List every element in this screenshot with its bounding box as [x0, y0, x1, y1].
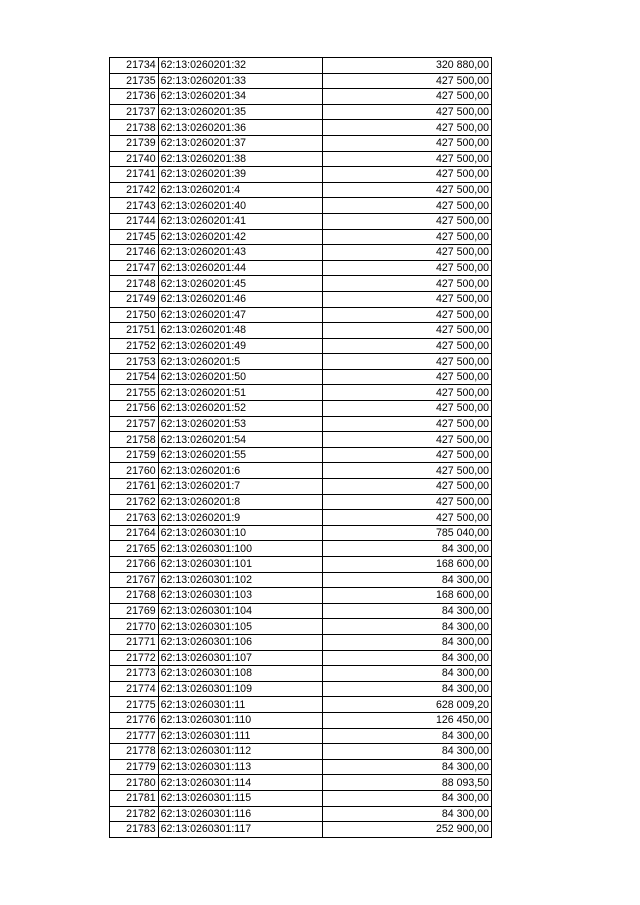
- row-number-cell: 21779: [110, 759, 159, 775]
- table-row: [110, 369, 492, 385]
- cadastral-number-cell: 62:13:0260301:114: [158, 775, 323, 791]
- value-cell: 427 500,00: [323, 213, 492, 229]
- cadastral-number-cell: 62:13:0260201:37: [158, 135, 323, 151]
- row-number-cell: 21735: [110, 73, 159, 89]
- table-row: [110, 697, 492, 713]
- value-cell: 628 009,20: [323, 697, 492, 713]
- row-number-cell: 21748: [110, 276, 159, 292]
- table-row: [110, 494, 492, 510]
- value-cell: 168 600,00: [323, 557, 492, 573]
- cadastral-number-cell: 62:13:0260301:103: [158, 588, 323, 604]
- value-cell: 427 500,00: [323, 245, 492, 261]
- table-row: [110, 712, 492, 728]
- row-number-cell: 21774: [110, 681, 159, 697]
- row-number-cell: 21769: [110, 603, 159, 619]
- value-cell: 84 300,00: [323, 650, 492, 666]
- table-row: [110, 104, 492, 120]
- value-cell: 427 500,00: [323, 494, 492, 510]
- row-number-cell: 21757: [110, 416, 159, 432]
- table-row: [110, 666, 492, 682]
- value-cell: 252 900,00: [323, 822, 492, 838]
- value-cell: 427 500,00: [323, 260, 492, 276]
- value-cell: 427 500,00: [323, 401, 492, 417]
- value-cell: 84 300,00: [323, 806, 492, 822]
- table-row: [110, 354, 492, 370]
- table-row: [110, 479, 492, 495]
- value-cell: 84 300,00: [323, 790, 492, 806]
- cadastral-number-cell: 62:13:0260201:39: [158, 167, 323, 183]
- table-row: [110, 432, 492, 448]
- cadastral-number-cell: 62:13:0260301:110: [158, 712, 323, 728]
- cadastral-number-cell: 62:13:0260201:34: [158, 89, 323, 105]
- row-number-cell: 21761: [110, 479, 159, 495]
- row-number-cell: 21781: [110, 790, 159, 806]
- cadastral-number-cell: 62:13:0260201:33: [158, 73, 323, 89]
- row-number-cell: 21770: [110, 619, 159, 635]
- value-cell: 84 300,00: [323, 728, 492, 744]
- value-cell: 427 500,00: [323, 167, 492, 183]
- row-number-cell: 21746: [110, 245, 159, 261]
- row-number-cell: 21777: [110, 728, 159, 744]
- table-row: [110, 447, 492, 463]
- table-row: [110, 510, 492, 526]
- value-cell: 84 300,00: [323, 541, 492, 557]
- value-cell: 785 040,00: [323, 525, 492, 541]
- table-row: [110, 463, 492, 479]
- row-number-cell: 21754: [110, 369, 159, 385]
- value-cell: 320 880,00: [323, 58, 492, 74]
- cadastral-number-cell: 62:13:0260301:107: [158, 650, 323, 666]
- table-row: [110, 260, 492, 276]
- table-row: [110, 650, 492, 666]
- cadastral-number-cell: 62:13:0260301:108: [158, 666, 323, 682]
- cadastral-number-cell: 62:13:0260201:8: [158, 494, 323, 510]
- value-cell: 427 500,00: [323, 338, 492, 354]
- row-number-cell: 21765: [110, 541, 159, 557]
- value-cell: 427 500,00: [323, 307, 492, 323]
- value-cell: 84 300,00: [323, 744, 492, 760]
- value-cell: 84 300,00: [323, 681, 492, 697]
- value-cell: 427 500,00: [323, 463, 492, 479]
- row-number-cell: 21758: [110, 432, 159, 448]
- value-cell: 427 500,00: [323, 89, 492, 105]
- cadastral-number-cell: 62:13:0260201:45: [158, 276, 323, 292]
- cadastral-number-cell: 62:13:0260201:54: [158, 432, 323, 448]
- table-row: [110, 744, 492, 760]
- cadastral-number-cell: 62:13:0260201:4: [158, 182, 323, 198]
- table-row: [110, 135, 492, 151]
- cadastral-number-cell: 62:13:0260301:11: [158, 697, 323, 713]
- cadastral-number-cell: 62:13:0260301:111: [158, 728, 323, 744]
- cadastral-number-cell: 62:13:0260201:52: [158, 401, 323, 417]
- value-cell: 126 450,00: [323, 712, 492, 728]
- table-row: [110, 588, 492, 604]
- row-number-cell: 21740: [110, 151, 159, 167]
- cadastral-number-cell: 62:13:0260201:50: [158, 369, 323, 385]
- value-cell: 84 300,00: [323, 619, 492, 635]
- row-number-cell: 21772: [110, 650, 159, 666]
- value-cell: 427 500,00: [323, 479, 492, 495]
- row-number-cell: 21755: [110, 385, 159, 401]
- row-number-cell: 21778: [110, 744, 159, 760]
- cadastral-number-cell: 62:13:0260201:7: [158, 479, 323, 495]
- cadastral-number-cell: 62:13:0260201:44: [158, 260, 323, 276]
- table-row: [110, 213, 492, 229]
- table-row: [110, 541, 492, 557]
- table-row: [110, 245, 492, 261]
- row-number-cell: 21736: [110, 89, 159, 105]
- table-row: [110, 89, 492, 105]
- table-row: [110, 728, 492, 744]
- cadastral-number-cell: 62:13:0260201:53: [158, 416, 323, 432]
- value-cell: 427 500,00: [323, 135, 492, 151]
- cadastral-number-cell: 62:13:0260301:117: [158, 822, 323, 838]
- row-number-cell: 21752: [110, 338, 159, 354]
- value-cell: 427 500,00: [323, 323, 492, 339]
- value-cell: 427 500,00: [323, 198, 492, 214]
- value-cell: 427 500,00: [323, 151, 492, 167]
- row-number-cell: 21764: [110, 525, 159, 541]
- cadastral-number-cell: 62:13:0260201:36: [158, 120, 323, 136]
- row-number-cell: 21766: [110, 557, 159, 573]
- row-number-cell: 21750: [110, 307, 159, 323]
- row-number-cell: 21753: [110, 354, 159, 370]
- cadastral-number-cell: 62:13:0260201:49: [158, 338, 323, 354]
- cadastral-number-cell: 62:13:0260301:115: [158, 790, 323, 806]
- table-row: [110, 276, 492, 292]
- row-number-cell: 21768: [110, 588, 159, 604]
- value-cell: 427 500,00: [323, 369, 492, 385]
- row-number-cell: 21737: [110, 104, 159, 120]
- row-number-cell: 21760: [110, 463, 159, 479]
- table-row: [110, 759, 492, 775]
- table-row: [110, 806, 492, 822]
- value-cell: 427 500,00: [323, 182, 492, 198]
- row-number-cell: 21759: [110, 447, 159, 463]
- value-cell: 427 500,00: [323, 104, 492, 120]
- cadastral-number-cell: 62:13:0260301:105: [158, 619, 323, 635]
- cadastral-number-cell: 62:13:0260201:32: [158, 58, 323, 74]
- row-number-cell: 21775: [110, 697, 159, 713]
- row-number-cell: 21783: [110, 822, 159, 838]
- row-number-cell: 21739: [110, 135, 159, 151]
- row-number-cell: 21771: [110, 634, 159, 650]
- cadastral-number-cell: 62:13:0260301:102: [158, 572, 323, 588]
- cadastral-number-cell: 62:13:0260301:112: [158, 744, 323, 760]
- table-row: [110, 775, 492, 791]
- value-cell: 427 500,00: [323, 385, 492, 401]
- table-row: [110, 307, 492, 323]
- table-row: [110, 120, 492, 136]
- value-cell: 88 093,50: [323, 775, 492, 791]
- value-cell: 84 300,00: [323, 603, 492, 619]
- table-row: [110, 58, 492, 74]
- row-number-cell: 21773: [110, 666, 159, 682]
- row-number-cell: 21763: [110, 510, 159, 526]
- value-cell: 427 500,00: [323, 416, 492, 432]
- value-cell: 427 500,00: [323, 120, 492, 136]
- cadastral-number-cell: 62:13:0260201:47: [158, 307, 323, 323]
- table-row: [110, 557, 492, 573]
- cadastral-number-cell: 62:13:0260301:113: [158, 759, 323, 775]
- table-row: [110, 198, 492, 214]
- value-cell: 168 600,00: [323, 588, 492, 604]
- row-number-cell: 21776: [110, 712, 159, 728]
- cadastral-number-cell: 62:13:0260201:38: [158, 151, 323, 167]
- row-number-cell: 21745: [110, 229, 159, 245]
- row-number-cell: 21762: [110, 494, 159, 510]
- value-cell: 84 300,00: [323, 759, 492, 775]
- table-row: [110, 525, 492, 541]
- table-row: [110, 167, 492, 183]
- cadastral-number-cell: 62:13:0260301:101: [158, 557, 323, 573]
- cadastral-number-cell: 62:13:0260201:46: [158, 291, 323, 307]
- value-cell: 427 500,00: [323, 73, 492, 89]
- table-row: [110, 619, 492, 635]
- row-number-cell: 21747: [110, 260, 159, 276]
- table-row: [110, 822, 492, 838]
- value-cell: 427 500,00: [323, 276, 492, 292]
- row-number-cell: 21767: [110, 572, 159, 588]
- row-number-cell: 21734: [110, 58, 159, 74]
- cadastral-number-cell: 62:13:0260201:6: [158, 463, 323, 479]
- table-row: [110, 291, 492, 307]
- table-row: [110, 182, 492, 198]
- table-row: [110, 73, 492, 89]
- cadastral-number-cell: 62:13:0260201:35: [158, 104, 323, 120]
- cadastral-number-cell: 62:13:0260201:41: [158, 213, 323, 229]
- value-cell: 427 500,00: [323, 229, 492, 245]
- row-number-cell: 21751: [110, 323, 159, 339]
- value-cell: 84 300,00: [323, 634, 492, 650]
- cadastral-number-cell: 62:13:0260201:43: [158, 245, 323, 261]
- table-row: [110, 634, 492, 650]
- cadastral-number-cell: 62:13:0260201:9: [158, 510, 323, 526]
- cadastral-number-cell: 62:13:0260301:116: [158, 806, 323, 822]
- value-cell: 427 500,00: [323, 447, 492, 463]
- table-row: [110, 603, 492, 619]
- table-row: [110, 790, 492, 806]
- table-row: [110, 416, 492, 432]
- value-cell: 84 300,00: [323, 666, 492, 682]
- table-body: [110, 58, 492, 838]
- row-number-cell: 21742: [110, 182, 159, 198]
- cadastral-number-cell: 62:13:0260301:109: [158, 681, 323, 697]
- cadastral-number-cell: 62:13:0260201:48: [158, 323, 323, 339]
- value-cell: 84 300,00: [323, 572, 492, 588]
- table-row: [110, 323, 492, 339]
- cadastral-number-cell: 62:13:0260301:10: [158, 525, 323, 541]
- table-row: [110, 229, 492, 245]
- cadastral-number-cell: 62:13:0260201:55: [158, 447, 323, 463]
- row-number-cell: 21782: [110, 806, 159, 822]
- data-table: [109, 57, 492, 838]
- row-number-cell: 21749: [110, 291, 159, 307]
- cadastral-number-cell: 62:13:0260201:51: [158, 385, 323, 401]
- table-row: [110, 401, 492, 417]
- row-number-cell: 21756: [110, 401, 159, 417]
- table-row: [110, 385, 492, 401]
- value-cell: 427 500,00: [323, 291, 492, 307]
- cadastral-number-cell: 62:13:0260301:106: [158, 634, 323, 650]
- table-row: [110, 572, 492, 588]
- row-number-cell: 21743: [110, 198, 159, 214]
- row-number-cell: 21741: [110, 167, 159, 183]
- cadastral-number-cell: 62:13:0260301:100: [158, 541, 323, 557]
- table-row: [110, 151, 492, 167]
- row-number-cell: 21780: [110, 775, 159, 791]
- value-cell: 427 500,00: [323, 432, 492, 448]
- cadastral-number-cell: 62:13:0260201:40: [158, 198, 323, 214]
- cadastral-number-cell: 62:13:0260201:42: [158, 229, 323, 245]
- cadastral-number-cell: 62:13:0260301:104: [158, 603, 323, 619]
- table-row: [110, 338, 492, 354]
- row-number-cell: 21744: [110, 213, 159, 229]
- value-cell: 427 500,00: [323, 510, 492, 526]
- cadastral-number-cell: 62:13:0260201:5: [158, 354, 323, 370]
- row-number-cell: 21738: [110, 120, 159, 136]
- table-row: [110, 681, 492, 697]
- value-cell: 427 500,00: [323, 354, 492, 370]
